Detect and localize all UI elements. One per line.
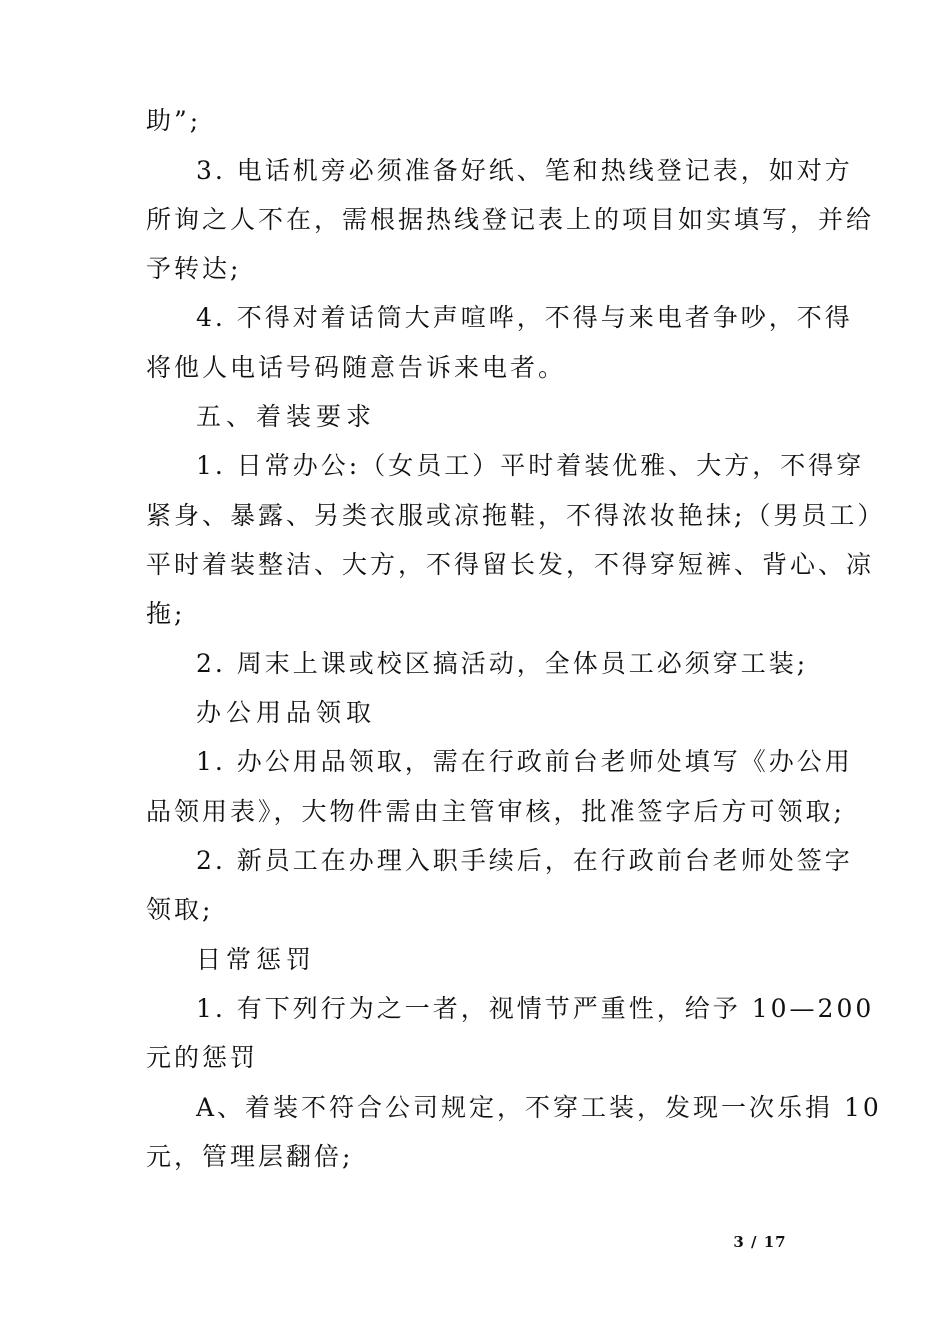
text-line: 2. 新员工在办理入职手续后，在行政前台老师处签字	[196, 846, 853, 875]
text-line: 1. 办公用品领取，需在行政前台老师处填写《办公用	[196, 747, 853, 776]
text-line: 1. 日常办公:（女员工）平时着装优雅、大方，不得穿	[196, 451, 865, 480]
text-line: A、着装不符合公司规定，不穿工装，发现一次乐捐 10	[196, 1093, 882, 1122]
section-heading: 五、着装要求	[196, 402, 377, 431]
text-line: 2. 周末上课或校区搞活动，全体员工必须穿工装;	[196, 649, 809, 678]
text-line: 元，管理层翻倍;	[146, 1142, 354, 1171]
text-line: 1. 有下列行为之一者，视情节严重性，给予 10—200	[196, 994, 875, 1023]
text-line: 4. 不得对着话筒大声喧哗，不得与来电者争吵，不得	[196, 303, 853, 332]
text-line: 所询之人不在，需根据热线登记表上的项目如实填写，并给	[146, 205, 875, 234]
text-line: 紧身、暴露、另类衣服或凉拖鞋，不得浓妆艳抹;（男员工）	[146, 501, 886, 530]
text-line: 领取;	[146, 895, 214, 924]
text-line: 予转达;	[146, 254, 242, 283]
text-line: 平时着装整洁、大方，不得留长发，不得穿短裤、背心、凉	[146, 550, 875, 579]
text-line: 3. 电话机旁必须准备好纸、笔和热线登记表，如对方	[196, 156, 853, 185]
text-line: 元的惩罚	[146, 1043, 259, 1072]
text-line: 将他人电话号码随意告诉来电者。	[146, 353, 567, 382]
page-number: 3 / 17	[733, 1233, 787, 1251]
text-line: 助”;	[146, 106, 202, 135]
section-heading: 办公用品领取	[196, 698, 377, 727]
text-line: 拖;	[146, 599, 186, 628]
text-line: 品领用表》，大物件需由主管审核，批准签字后方可领取;	[146, 797, 845, 826]
section-heading: 日常惩罚	[196, 945, 317, 974]
